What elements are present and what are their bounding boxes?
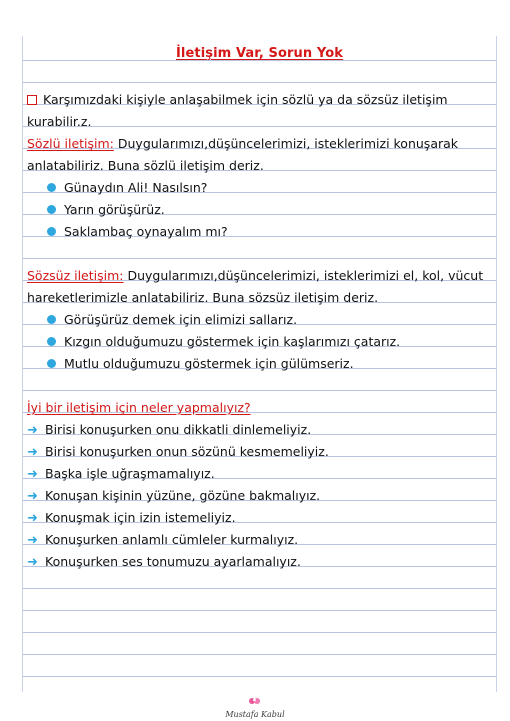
nonverbal-example [47,356,354,372]
good-communication-item [27,532,298,549]
red-checkbox-icon [27,95,37,105]
blue-dot-icon [47,183,56,192]
blue-dot-icon [47,337,56,346]
nonverbal-label: Sözsüz iletişim: [27,268,124,283]
verbal-example-text: Günaydın Ali! Nasılsın? [64,180,208,195]
good-communication-item-text: Konuşmak için izin istemeliyiz. [45,510,236,525]
intro-line-1 [27,92,448,108]
nonverbal-definition-line-2 [27,290,378,306]
good-communication-item [27,554,301,571]
nonverbal-text-2: hareketlerimizle anlatabiliriz. Buna sözsüz iletişim deriz. [27,290,379,305]
blue-dot-icon [47,315,56,324]
nonverbal-example-text: Görüşürüz demek için elimizi sallarız. [64,312,298,327]
good-communication-item [27,444,329,461]
flower-logo-icon [248,697,262,705]
signature-text: Mustafa Kabul [225,710,285,719]
good-communication-item-text: Başka işle uğraşmamalıyız. [45,466,215,481]
page-title: İletişim Var, Sorun Yok [176,46,343,61]
good-communication-question: İyi bir iletişim için neler yapmalıyız? [27,400,251,415]
good-communication-item-text: Konuşurken anlamlı cümleler kurmalıyız. [45,532,299,547]
blue-arrow-icon: ➜ [27,533,38,548]
verbal-example-text: Saklambaç oynayalım mı? [64,224,228,239]
blue-arrow-icon: ➜ [27,511,38,526]
intro-line-2 [27,114,91,130]
blue-dot-icon [47,227,56,236]
verbal-example [47,224,228,240]
blue-arrow-icon: ➜ [27,423,38,438]
verbal-definition-line-2 [27,158,264,174]
blue-arrow-icon: ➜ [27,467,38,482]
intro-text-2: kurabilir.z. [27,114,92,129]
nonverbal-example [47,312,297,328]
blue-arrow-icon: ➜ [27,555,38,570]
good-communication-item [27,510,236,527]
lined-worksheet [22,36,497,692]
verbal-example [47,180,207,196]
good-communication-item-text: Birisi konuşurken onun sözünü kesmemeliyiz. [45,444,329,459]
nonverbal-definition-line-1 [27,268,483,284]
verbal-text-1: Duygularımızı,düşüncelerimizi, isteklerimizi konuşarak [113,136,459,151]
good-communication-item-text: Birisi konuşurken onu dikkatli dinlemeliyiz. [45,422,312,437]
nonverbal-example [47,334,400,350]
blue-arrow-icon: ➜ [27,445,38,460]
nonverbal-text-1: Duygularımızı,düşüncelerimizi, isteklerimizi el, kol, vücut [123,268,484,283]
nonverbal-example-text: Kızgın olduğumuzu göstermek için kaşlarımızı çatarız. [64,334,401,349]
good-communication-item [27,466,215,483]
nonverbal-example-text: Mutlu olduğumuzu göstermek için gülümseriz. [64,356,354,371]
good-communication-item-text: Konuşan kişinin yüzüne, gözüne bakmalıyız. [45,488,321,503]
good-communication-item-text: Konuşurken ses tonumuzu ayarlamalıyız. [45,554,301,569]
good-communication-item [27,422,311,439]
verbal-example [47,202,165,218]
verbal-text-2: anlatabiliriz. Buna sözlü iletişim deriz. [27,158,264,173]
verbal-definition-line-1 [27,136,458,152]
intro-text-1: Karşımızdaki kişiyle anlaşabilmek için sözlü ya da sözsüz iletişim [43,92,448,107]
blue-dot-icon [47,359,56,368]
verbal-example-text: Yarın görüşürüz. [64,202,165,217]
blue-arrow-icon: ➜ [27,489,38,504]
signature-logo [0,690,510,719]
good-communication-item [27,488,320,505]
verbal-label: Sözlü iletişim: [27,136,114,151]
blue-dot-icon [47,205,56,214]
